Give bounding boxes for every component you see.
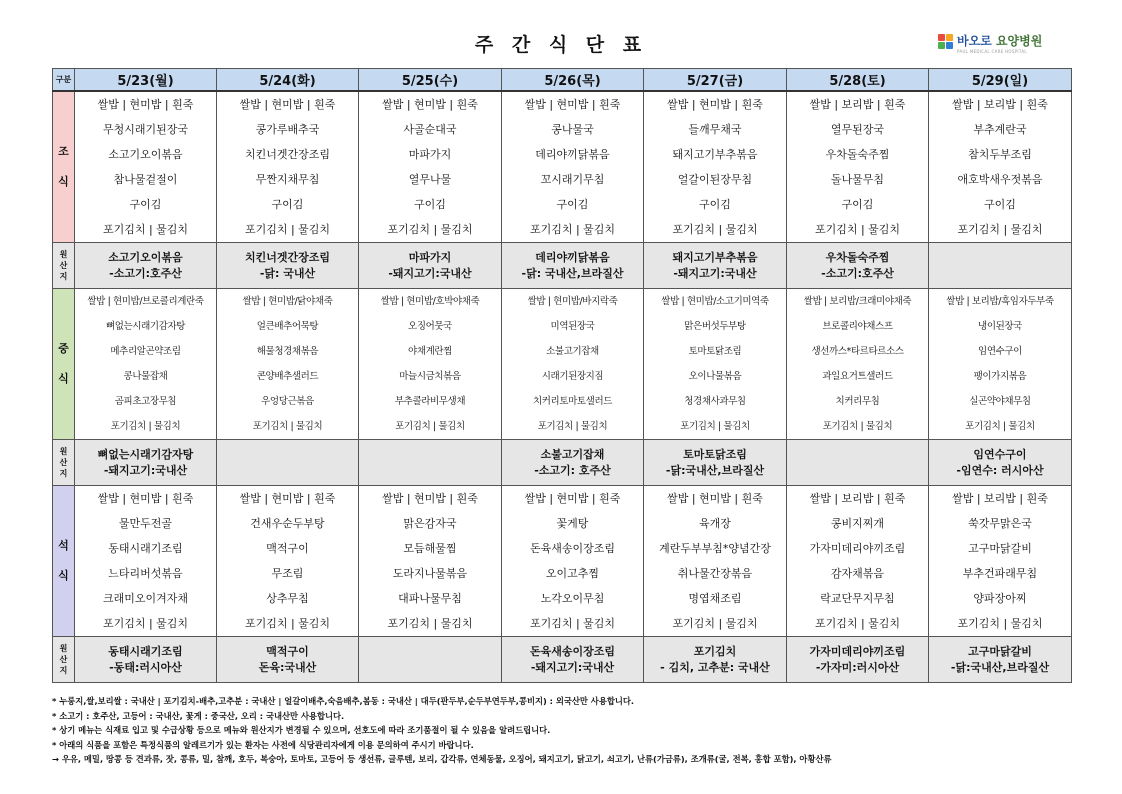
menu-item: 마파가지 bbox=[408, 148, 452, 161]
origin-dish bbox=[359, 644, 501, 660]
menu-item: 돈육새송이장조림 bbox=[529, 542, 615, 555]
menu-item: 쌀밥 | 보리밥 | 흰죽 bbox=[952, 98, 1048, 111]
origin-cell bbox=[359, 637, 502, 683]
origin-source: -소고기:호주산 bbox=[109, 266, 182, 280]
menu-item: 돌나물무침 bbox=[830, 173, 885, 186]
menu-item: 락교단무지무침 bbox=[820, 592, 895, 605]
menu-item: 쌀밥 | 현미밥 | 흰죽 bbox=[97, 492, 194, 505]
menu-item: 맑은감자국 bbox=[403, 517, 457, 530]
menu-item: 들깨무채국 bbox=[688, 123, 742, 136]
dinner-menu-row bbox=[53, 486, 1072, 637]
menu-item: 포기김치 | 물김치 bbox=[529, 223, 616, 236]
origin-cell bbox=[929, 637, 1072, 683]
menu-item: 애호박새우젓볶음 bbox=[957, 173, 1043, 186]
menu-item: 해물청경채볶음 bbox=[256, 346, 319, 357]
menu-item: 고구마닭갈비 bbox=[968, 542, 1032, 555]
meal-label-char: 식 bbox=[58, 372, 69, 385]
origin-dish: 돈육새송이장조림 bbox=[529, 644, 615, 658]
origin-cell bbox=[644, 637, 787, 683]
menu-item: 꼬시래기무침 bbox=[540, 173, 605, 186]
menu-item: 포기김치 | 물김치 bbox=[965, 421, 1035, 432]
menu-item: 얼큰배추어묵탕 bbox=[256, 321, 319, 332]
origin-dish: 맥적구이 bbox=[266, 644, 309, 658]
menu-item: 포기김치 | 물김치 bbox=[102, 223, 189, 236]
menu-item: 쌀밥 | 보리밥 | 흰죽 bbox=[952, 492, 1048, 505]
menu-item: 포기김치 | 물김치 bbox=[680, 421, 750, 432]
origin-label-char: 지 bbox=[59, 469, 68, 478]
menu-item: 치킨너겟간장조림 bbox=[244, 148, 330, 161]
origin-dish: 임연수구이 bbox=[973, 447, 1027, 461]
origin-label-char: 산 bbox=[59, 261, 68, 270]
menu-item: 쌀밥 | 현미밥 | 흰죽 bbox=[97, 98, 194, 111]
menu-item: 돼지고기부추볶음 bbox=[672, 148, 758, 161]
menu-item: 건새우순두부탕 bbox=[250, 517, 325, 530]
menu-item: 사골순대국 bbox=[403, 123, 457, 136]
menu-item: 포기김치 | 물김치 bbox=[814, 617, 901, 630]
logo-tagline: PAUL MEDICAL CARE HOSPITAL bbox=[957, 49, 1027, 54]
origin-source: 돈육:국내산 bbox=[258, 660, 317, 674]
menu-item: 구이김 bbox=[129, 198, 162, 211]
origin-source bbox=[787, 463, 928, 479]
menu-item: 쌀밥 | 현미밥 | 흰죽 bbox=[382, 492, 478, 505]
origin-dish: 우차돌숙주찜 bbox=[825, 250, 890, 264]
origin-label-char: 지 bbox=[59, 666, 68, 675]
origin-source: -임연수: 러시아산 bbox=[956, 463, 1044, 477]
meal-label-char: 식 bbox=[58, 175, 69, 188]
origin-cell bbox=[217, 637, 359, 683]
menu-cell bbox=[787, 289, 929, 440]
meal-label-char: 중 bbox=[58, 342, 69, 355]
menu-item: 열무나물 bbox=[408, 173, 452, 186]
menu-item: 구이김 bbox=[841, 198, 874, 211]
menu-cell bbox=[359, 289, 502, 440]
menu-cell bbox=[787, 91, 929, 243]
origin-label-char: 산 bbox=[59, 655, 68, 664]
menu-item: 우엉당근볶음 bbox=[261, 396, 314, 407]
origin-source: -돼지고기:국내산 bbox=[103, 463, 188, 477]
origin-cell bbox=[644, 243, 787, 289]
origin-source: -소고기:호주산 bbox=[821, 266, 894, 280]
menu-cell bbox=[929, 289, 1072, 440]
menu-item: 콩비지찌개 bbox=[830, 517, 885, 530]
origin-source: -닭: 국내산 bbox=[259, 266, 316, 280]
menu-item: 육개장 bbox=[699, 517, 731, 530]
menu-item: 쌀밥 | 현미밥 | 흰죽 bbox=[239, 98, 336, 111]
menu-item: 쌀밥 | 현미밥/브로콜리계란죽 bbox=[87, 296, 204, 307]
origin-source: -소고기: 호주산 bbox=[534, 463, 611, 477]
menu-cell bbox=[644, 486, 787, 637]
menu-item: 쌀밥 | 보리밥/크래미야채죽 bbox=[803, 296, 912, 307]
origin-source bbox=[217, 463, 358, 479]
origin-source bbox=[359, 463, 501, 479]
origin-dish bbox=[359, 447, 501, 463]
menu-item: 구이김 bbox=[699, 198, 731, 211]
dinner-label bbox=[53, 486, 75, 637]
origin-label-char: 산 bbox=[59, 458, 68, 467]
menu-item: 포기김치 | 물김치 bbox=[672, 223, 758, 236]
note-line: * 소고기 : 호주산, 고등어 : 국내산, 꽃게 : 중국산, 오리 : 국내산만 사용합니다. bbox=[52, 710, 345, 721]
menu-item: 부추건파래무침 bbox=[962, 567, 1038, 580]
origin-cell bbox=[75, 440, 217, 486]
menu-item: 양파장아찌 bbox=[973, 592, 1027, 605]
note-line: * 누룽지,쌀,보리쌀 : 국내산 | 포기김치-배추,고추분 : 국내산 | 얼갈이배추,숙음배추,봄동 : 국내산 | 대두(판두부,순두부연두부,콩비지) : 외국산만 사용합니다. bbox=[52, 696, 635, 706]
menu-cell bbox=[75, 91, 217, 243]
breakfast-menu-row bbox=[53, 91, 1072, 243]
origin-cell bbox=[644, 440, 787, 486]
menu-item: 팽이가지볶음 bbox=[973, 371, 1027, 382]
origin-cell bbox=[787, 440, 929, 486]
origin-cell bbox=[787, 637, 929, 683]
origin-source: -닭:국내산,브라질산 bbox=[665, 463, 765, 477]
menu-item: 맑은버섯두부탕 bbox=[684, 321, 746, 332]
menu-cell bbox=[502, 289, 644, 440]
logo-name: 바오로 요양병원 bbox=[957, 34, 1043, 48]
origin-dish: 고구마닭갈비 bbox=[968, 644, 1032, 658]
day-header: 5/23(월) bbox=[75, 69, 217, 92]
menu-item: 참치두부조림 bbox=[968, 148, 1032, 161]
menu-item: 노각오이무침 bbox=[540, 592, 605, 605]
menu-item: 구이김 bbox=[984, 198, 1016, 211]
origin-source: -닭: 국내산,브라질산 bbox=[521, 266, 624, 280]
meal-label-char: 조 bbox=[58, 145, 69, 158]
menu-item: 구이김 bbox=[556, 198, 589, 211]
origin-cell bbox=[359, 243, 502, 289]
origin-label-char: 원 bbox=[59, 644, 68, 653]
menu-item: 맥적구이 bbox=[266, 542, 309, 555]
dinner-origin-row bbox=[53, 637, 1072, 683]
menu-item: 생선까스*타르타르소스 bbox=[811, 346, 904, 357]
origin-source bbox=[359, 660, 501, 676]
origin-source: -동태:러시아산 bbox=[109, 660, 182, 674]
menu-cell bbox=[217, 486, 359, 637]
origin-cell bbox=[75, 243, 217, 289]
origin-dish: 치킨너겟간장조림 bbox=[244, 250, 330, 264]
menu-cell bbox=[929, 91, 1072, 243]
menu-item: 소불고기잡채 bbox=[546, 346, 599, 357]
menu-item: 쌀밥 | 현미밥 | 흰죽 bbox=[382, 98, 478, 111]
day-header: 5/28(토) bbox=[787, 69, 929, 92]
origin-cell bbox=[502, 243, 644, 289]
menu-item: 열무된장국 bbox=[830, 123, 885, 136]
day-header: 5/25(수) bbox=[359, 69, 502, 92]
menu-item: 쌀밥 | 현미밥 | 흰죽 bbox=[667, 98, 763, 111]
origin-dish: 가자미데리야끼조림 bbox=[809, 644, 906, 658]
menu-item: 쌀밥 | 현미밥/소고기미역죽 bbox=[661, 296, 769, 307]
menu-item: 브로콜리야채스프 bbox=[822, 321, 893, 332]
origin-dish: 동태시래기조림 bbox=[108, 644, 183, 658]
menu-cell bbox=[217, 289, 359, 440]
origin-dish: 뼈없는시래기감자탕 bbox=[97, 447, 194, 461]
origin-cell bbox=[502, 637, 644, 683]
menu-item: 콩가루배추국 bbox=[255, 123, 320, 136]
origin-cell bbox=[929, 440, 1072, 486]
menu-item: 오이고추찜 bbox=[545, 567, 600, 580]
origin-dish bbox=[787, 447, 928, 463]
menu-item: 오이나물볶음 bbox=[688, 371, 742, 382]
origin-cell bbox=[75, 637, 217, 683]
breakfast-origin-row bbox=[53, 243, 1072, 289]
origin-source: -가자미:러시아산 bbox=[815, 660, 900, 674]
hospital-logo bbox=[938, 32, 1068, 58]
origin-dish: 데리야끼닭볶음 bbox=[535, 250, 610, 264]
day-header: 5/27(금) bbox=[644, 69, 787, 92]
menu-item: 곰피초고장무침 bbox=[114, 396, 177, 407]
menu-item: 쌀밥 | 보리밥/흑임자두부죽 bbox=[946, 296, 1054, 307]
day-header: 5/29(일) bbox=[929, 69, 1072, 92]
menu-cell bbox=[75, 486, 217, 637]
origin-source: -돼지고기:국내산 bbox=[388, 266, 472, 280]
origin-source: -돼지고기:국내산 bbox=[673, 266, 757, 280]
note-line: * 상기 메뉴는 식재료 입고 및 수급상황 등으로 메뉴와 원산지가 변경될 수 있으며, 선호도에 따라 조기품절이 될 수 있음을 알려드립니다. bbox=[52, 725, 551, 736]
menu-item: 임연수구이 bbox=[978, 346, 1022, 357]
menu-item: 포기김치 | 물김치 bbox=[252, 421, 323, 432]
day-header-row bbox=[53, 69, 1072, 92]
corner-label: 구분 bbox=[53, 69, 75, 92]
origin-cell bbox=[217, 440, 359, 486]
menu-item: 취나물간장볶음 bbox=[677, 567, 753, 580]
origin-dish: 소불고기잡채 bbox=[540, 447, 605, 461]
origin-source: - 김치, 고추분: 국내산 bbox=[660, 660, 770, 674]
origin-source: -닭:국내산,브라질산 bbox=[950, 660, 1050, 674]
logo-mark-icon bbox=[938, 34, 954, 50]
origin-cell bbox=[217, 243, 359, 289]
menu-item: 느타리버섯볶음 bbox=[108, 567, 183, 580]
origin-dish: 돼지고기부추볶음 bbox=[672, 250, 758, 264]
page-title: 주 간 식 단 표 bbox=[474, 34, 648, 56]
menu-item: 과일요거트샐러드 bbox=[822, 371, 893, 382]
menu-item: 쌀밥 | 현미밥 | 흰죽 bbox=[524, 98, 621, 111]
menu-item: 명엽채조림 bbox=[688, 592, 742, 605]
lunch-label bbox=[53, 289, 75, 440]
menu-item: 쌀밥 | 현미밥/호박야채죽 bbox=[380, 296, 480, 307]
menu-item: 포기김치 | 물김치 bbox=[672, 617, 758, 630]
origin-dish bbox=[217, 447, 358, 463]
menu-item: 무조림 bbox=[271, 567, 304, 580]
menu-item: 포기김치 | 물김치 bbox=[814, 223, 901, 236]
menu-item: 뼈없는시래기감자탕 bbox=[106, 321, 185, 332]
menu-item: 무청시래기된장국 bbox=[102, 123, 188, 136]
menu-item: 가자미데리야끼조림 bbox=[809, 542, 906, 555]
origin-label-char: 지 bbox=[59, 272, 68, 281]
origin-label bbox=[53, 440, 75, 486]
menu-item: 포기김치 | 물김치 bbox=[957, 223, 1043, 236]
menu-item: 포기김치 | 물김치 bbox=[102, 617, 189, 630]
menu-item: 구이김 bbox=[414, 198, 446, 211]
breakfast-label bbox=[53, 91, 75, 243]
lunch-origin-row bbox=[53, 440, 1072, 486]
menu-item: 실곤약야채무침 bbox=[969, 396, 1031, 407]
menu-cell bbox=[359, 486, 502, 637]
menu-item: 무짠지채무침 bbox=[255, 173, 320, 186]
menu-item: 냉이된장국 bbox=[978, 321, 1022, 332]
origin-source: -돼지고기:국내산 bbox=[530, 660, 615, 674]
lunch-menu-row bbox=[53, 289, 1072, 440]
menu-item: 부추콜라비무생채 bbox=[394, 396, 466, 407]
menu-item: 데리야끼닭볶음 bbox=[535, 148, 610, 161]
menu-item: 쌀밥 | 현미밥 | 흰죽 bbox=[524, 492, 621, 505]
origin-label-char: 원 bbox=[59, 250, 68, 259]
origin-cell bbox=[502, 440, 644, 486]
menu-item: 토마토닭조림 bbox=[688, 346, 742, 357]
menu-item: 치커리무침 bbox=[835, 396, 880, 407]
day-header: 5/24(화) bbox=[217, 69, 359, 92]
menu-item: 포기김치 | 물김치 bbox=[244, 617, 331, 630]
origin-cell bbox=[787, 243, 929, 289]
note-line: → 우유, 메밀, 땅콩 등 견과류, 잣, 콩류, 밀, 참깨, 호두, 복숭아, 토마토, 고등어 등 생선류, 글루텐, 보리, 갑각류, 연체동물, 오징어, 돼지고기, 닭고기, 쇠고기, 난류(가금류), 조개류(굴, 전복, 홍합 포함), 아황산류 bbox=[52, 754, 832, 765]
menu-item: 상추무침 bbox=[266, 592, 309, 605]
note-line: * 아래의 식품을 포함은 특정식품의 알레르기가 있는 환자는 사전에 식당관리자에게 이용 문의하여 주시기 바랍니다. bbox=[52, 739, 474, 750]
menu-item: 포기김치 | 물김치 bbox=[110, 421, 181, 432]
menu-item: 메추리알곤약조림 bbox=[110, 346, 181, 357]
origin-dish: 포기김치 bbox=[693, 644, 737, 658]
origin-label bbox=[53, 637, 75, 683]
menu-item: 크래미오이겨자채 bbox=[102, 592, 188, 605]
menu-item: 쑥갓무맑은국 bbox=[968, 517, 1032, 530]
menu-item: 포기김치 | 물김치 bbox=[387, 223, 473, 236]
menu-item: 쌀밥 | 현미밥/바지락죽 bbox=[527, 296, 618, 307]
menu-item: 청경채사과무침 bbox=[684, 396, 746, 407]
menu-item: 오징어뭇국 bbox=[408, 321, 452, 332]
menu-cell bbox=[502, 91, 644, 243]
menu-item: 포기김치 | 물김치 bbox=[957, 617, 1043, 630]
meal-label-char: 석 bbox=[58, 539, 69, 552]
menu-item: 얼갈이된장무침 bbox=[677, 173, 753, 186]
origin-source bbox=[929, 266, 1071, 282]
menu-item: 콘양배추샐러드 bbox=[256, 371, 319, 382]
menu-item: 포기김치 | 물김치 bbox=[529, 617, 616, 630]
origin-cell bbox=[359, 440, 502, 486]
menu-item: 미역된장국 bbox=[550, 321, 595, 332]
menu-cell bbox=[787, 486, 929, 637]
menu-item: 시래기된장지짐 bbox=[541, 371, 604, 382]
menu-item: 우차돌숙주찜 bbox=[825, 148, 890, 161]
menu-item: 구이김 bbox=[271, 198, 304, 211]
menu-item: 마늘시금치볶음 bbox=[399, 371, 461, 382]
origin-dish: 소고기오이볶음 bbox=[108, 250, 183, 264]
menu-cell bbox=[644, 289, 787, 440]
menu-cell bbox=[359, 91, 502, 243]
menu-item: 쌀밥 | 보리밥 | 흰죽 bbox=[809, 492, 906, 505]
menu-cell bbox=[217, 91, 359, 243]
menu-item: 포기김치 | 물김치 bbox=[387, 617, 473, 630]
menu-item: 대파나물무침 bbox=[398, 592, 462, 605]
menu-item: 콩나물잡채 bbox=[123, 371, 168, 382]
menu-item: 쌀밥 | 현미밥 | 흰죽 bbox=[239, 492, 336, 505]
origin-cell bbox=[929, 243, 1072, 289]
origin-dish: 마파가지 bbox=[408, 250, 452, 264]
menu-item: 포기김치 | 물김치 bbox=[537, 421, 608, 432]
menu-item: 계란두부부침*양념간장 bbox=[659, 542, 771, 555]
menu-cell bbox=[75, 289, 217, 440]
menu-cell bbox=[929, 486, 1072, 637]
menu-item: 물만두전골 bbox=[118, 517, 173, 530]
menu-item: 참나물겉절이 bbox=[113, 173, 178, 186]
notes-section bbox=[52, 694, 1082, 767]
origin-label-char: 원 bbox=[59, 447, 68, 456]
menu-item: 포기김치 | 물김치 bbox=[822, 421, 893, 432]
menu-item: 포기김치 | 물김치 bbox=[244, 223, 331, 236]
menu-item: 모듬해물찜 bbox=[403, 542, 457, 555]
menu-item: 꽃게탕 bbox=[556, 517, 589, 530]
menu-cell bbox=[502, 486, 644, 637]
menu-item: 부추계란국 bbox=[973, 123, 1027, 136]
origin-dish bbox=[929, 250, 1071, 266]
menu-item: 도라지나물볶음 bbox=[392, 567, 468, 580]
menu-item: 감자채볶음 bbox=[830, 567, 885, 580]
menu-item: 쌀밥 | 보리밥 | 흰죽 bbox=[809, 98, 906, 111]
menu-item: 쌀밥 | 현미밥/닭야채죽 bbox=[242, 296, 333, 307]
menu-item: 쌀밥 | 현미밥 | 흰죽 bbox=[667, 492, 763, 505]
menu-item: 포기김치 | 물김치 bbox=[395, 421, 465, 432]
meal-label-char: 식 bbox=[58, 569, 69, 582]
origin-dish: 토마토닭조림 bbox=[683, 447, 747, 461]
origin-label bbox=[53, 243, 75, 289]
menu-item: 야채계란찜 bbox=[408, 346, 452, 357]
menu-item: 소고기오이볶음 bbox=[108, 148, 183, 161]
day-header: 5/26(목) bbox=[502, 69, 644, 92]
weekly-menu-table bbox=[52, 68, 1072, 683]
menu-cell bbox=[644, 91, 787, 243]
menu-item: 동태시래기조림 bbox=[108, 542, 183, 555]
menu-item: 콩나물국 bbox=[551, 123, 594, 136]
menu-item: 치커리토마토샐러드 bbox=[533, 396, 612, 407]
